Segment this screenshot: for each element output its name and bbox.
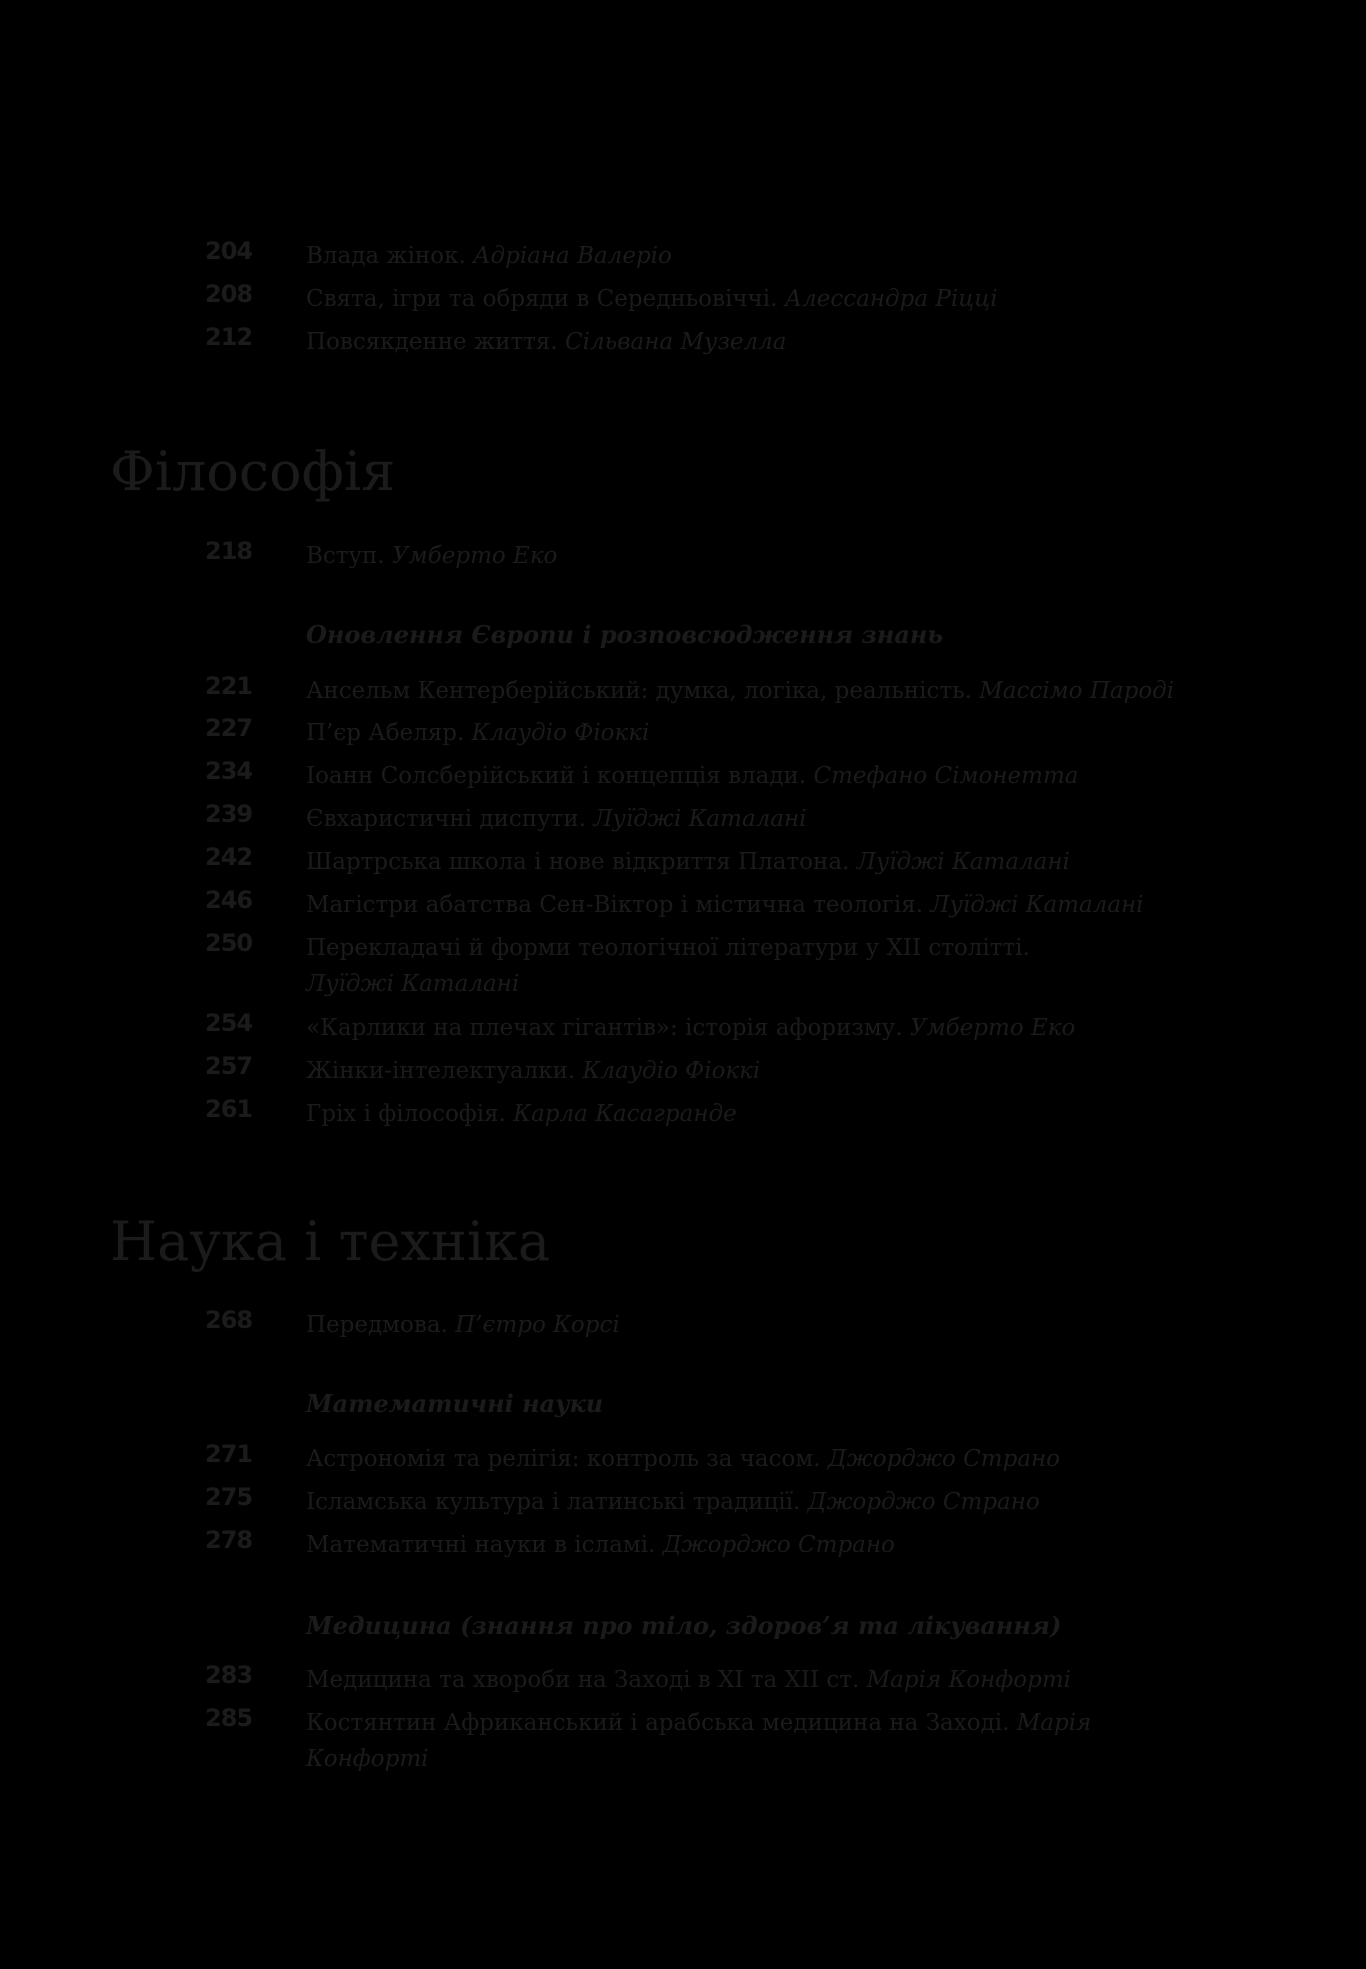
entry-author: Стефано Сімонетта: [813, 763, 1079, 789]
entry-text: [306, 844, 1306, 880]
subsection-heading: Оновлення Європи і розповсюдження знань: [306, 620, 944, 649]
entry-author: Луїджі Каталані: [930, 892, 1144, 918]
page-number: 283: [205, 1661, 253, 1689]
entry-title: Євхаристичні диспути.: [306, 806, 587, 832]
entry-author: Сільвана Музелла: [565, 329, 787, 355]
entry-title: Іоанн Солсберійський і концепція влади.: [306, 763, 807, 789]
entry-text: [306, 887, 1306, 923]
page-number: 234: [205, 757, 253, 785]
page-number: 218: [205, 537, 253, 565]
page-number: 271: [205, 1440, 253, 1468]
entry-author: Умберто Еко: [909, 1015, 1076, 1041]
entry-author: Джорджо Страно: [662, 1532, 895, 1558]
entry-title: Свята, ігри та обряди в Середньовіччі.: [306, 286, 778, 312]
entry-text: [306, 673, 1306, 709]
entry-title: Повсякденне життя.: [306, 329, 558, 355]
section-title-science: Наука і техніка: [110, 1210, 551, 1273]
entry-text: [306, 1705, 1106, 1777]
entry-author: Алессандра Ріцці: [784, 286, 998, 312]
entry-title: Ісламська культура і латинські традиції.: [306, 1489, 801, 1515]
entry-author: Луїджі Каталані: [593, 806, 807, 832]
entry-title: Перекладачі й форми теологічної літератури у XII столітті.: [306, 935, 1030, 961]
entry-title: «Карлики на плечах гігантів»: історія афоризму.: [306, 1015, 903, 1041]
entry-author: Джорджо Страно: [807, 1489, 1040, 1515]
page-number: 221: [205, 672, 253, 700]
subsection-heading: Математичні науки: [306, 1389, 604, 1418]
page-number: 268: [205, 1306, 253, 1334]
entry-text: [306, 324, 1306, 360]
entry-title: Влада жінок.: [306, 243, 466, 269]
section-title-philosophy: Філософія: [110, 440, 396, 503]
entry-title: П’єр Абеляр.: [306, 720, 465, 746]
page-number: 227: [205, 714, 253, 742]
entry-title: Ансельм Кентерберійський: думка, логіка, реальність.: [306, 678, 972, 704]
entry-text: [306, 1053, 1306, 1089]
entry-title: Математичні науки в ісламі.: [306, 1532, 656, 1558]
page-number: 278: [205, 1526, 253, 1554]
entry-title: Магістри абатства Сен-Віктор і містична теологія.: [306, 892, 924, 918]
entry-text: [306, 1010, 1306, 1046]
entry-title: Передмова.: [306, 1312, 448, 1338]
entry-text: [306, 1307, 1306, 1343]
entry-author: Луїджі Каталані: [306, 971, 520, 997]
entry-text: [306, 281, 1306, 317]
entry-author: Марія Конфорті: [866, 1667, 1072, 1693]
page-number: 250: [205, 929, 253, 957]
page-number: 208: [205, 280, 253, 308]
entry-text: [306, 238, 1306, 274]
entry-text: [306, 930, 1106, 1002]
entry-text: [306, 758, 1306, 794]
entry-title: Вступ.: [306, 543, 385, 569]
entry-author: Джорджо Страно: [827, 1446, 1061, 1472]
entry-author: Луїджі Каталані: [856, 849, 1070, 875]
page-number: 239: [205, 800, 253, 828]
entry-author: Марія Конфорті: [306, 1710, 1092, 1772]
entry-text: [306, 1662, 1306, 1698]
entry-author: Умберто Еко: [392, 543, 558, 569]
entry-title: Астрономія та релігія: контроль за часом.: [306, 1446, 821, 1472]
entry-text: [306, 1484, 1306, 1520]
entry-text: [306, 801, 1306, 837]
page-number: 242: [205, 843, 253, 871]
page-number: 246: [205, 886, 253, 914]
entry-title: Медицина та хвороби на Заході в XI та XII ст.: [306, 1667, 860, 1693]
entry-title: Костянтин Африканський і арабська медицина на Заході.: [306, 1710, 1010, 1736]
page-number: 254: [205, 1009, 253, 1037]
entry-text: [306, 1527, 1306, 1563]
page-number: 285: [205, 1704, 253, 1732]
entry-title: Шартрська школа і нове відкриття Платона.: [306, 849, 850, 875]
page-number: 212: [205, 323, 253, 351]
page-number: 261: [205, 1095, 253, 1123]
entry-title: Жінки-інтелектуалки.: [306, 1058, 576, 1084]
entry-author: Адріана Валеріо: [473, 243, 672, 269]
entry-text: [306, 715, 1306, 751]
entry-text: [306, 1441, 1306, 1477]
page-number: 275: [205, 1483, 253, 1511]
entry-text: [306, 538, 1306, 574]
page-number: 204: [205, 237, 253, 265]
entry-title: Гріх і філософія.: [306, 1101, 506, 1127]
entry-author: Клаудіо Фіоккі: [471, 720, 650, 746]
entry-author: Клаудіо Фіоккі: [582, 1058, 761, 1084]
entry-author: Массімо Пароді: [979, 678, 1175, 704]
entry-text: [306, 1096, 1306, 1132]
entry-author: Карла Касагранде: [513, 1101, 737, 1127]
entry-author: П’єтро Корсі: [455, 1312, 620, 1338]
page-number: 257: [205, 1052, 253, 1080]
subsection-heading: Медицина (знання про тіло, здоров’я та лікування): [306, 1611, 1062, 1640]
